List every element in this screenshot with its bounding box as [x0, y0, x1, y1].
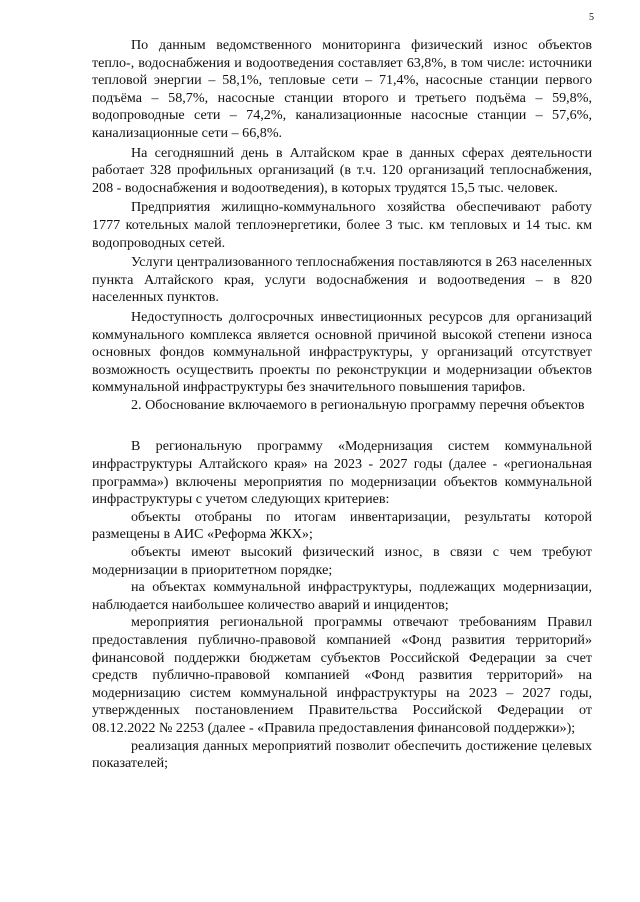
- paragraph-boilers: Предприятия жилищно-коммунального хозяйства обеспечивают работу 1777 котельных малой теплоэнергетики, более 3 тыс. км тепловых и 14 тыс. км водопроводных сетей.: [92, 199, 592, 251]
- criterion-item: объекты имеют высокий физический износ, в связи с чем требуют модернизации в приоритетном порядке;: [92, 544, 592, 578]
- section-heading: 2. Обоснование включаемого в региональную программу перечня объектов: [131, 396, 585, 413]
- criterion-item: объекты отобраны по итогам инвентаризации, результаты которой размещены в АИС «Реформа ЖКХ»;: [92, 508, 592, 543]
- criterion-item: на объектах коммунальной инфраструктуры, подлежащих модернизации, наблюдается наибольшее количество аварий и инцидентов;: [92, 579, 592, 613]
- paragraph-investment: Недоступность долгосрочных инвестиционных ресурсов для организаций коммунального комплекса является основной причиной высокой степени износа основных фондов коммунальной инфраструктуры, у организаций отсутствует возможность осуществить проекты по реконструкции и модернизации объектов коммунальной инфраструктуры без значительного повышения тарифов.: [92, 308, 592, 396]
- document-body: [92, 37, 592, 773]
- paragraph-wear: По данным ведомственного мониторинга физический износ объектов тепло-, водоснабжения и водоотведения составляет 63,8%, в том числе: источники тепловой энергии – 58,1%, тепловые сети – 71,4%, насосные станции первого подъёма – 58,7%, насосные станции второго и третьего подъёма – 59,8%, водопроводные сети – 74,2%, канализационные насосные станции – 57,6%, канализационные сети – 66,8%.: [92, 37, 592, 141]
- criterion-item: мероприятия региональной программы отвечают требованиям Правил предоставления публично-правовой компанией «Фонд развития территорий» финансовой поддержки бюджетам субъектов Российской Федерации за счет средств публично-правовой компанией «Фонд развития территорий» на модернизацию систем коммунальной инфраструктуры на 2023 – 2027 годы, утвержденных постановлением Правительства Российской Федерации от 08.12.2022 № 2253 (далее - «Правила предоставления финансовой поддержки»);: [92, 614, 592, 736]
- paragraph-settlements: Услуги централизованного теплоснабжения поставляются в 263 населенных пункта Алтайского края, услуги водоснабжения и водоотведения – в 820 населенных пунктов.: [92, 254, 592, 306]
- criterion-item: реализация данных мероприятий позволит обеспечить достижение целевых показателей;: [92, 737, 592, 772]
- paragraph-organizations: На сегодняшний день в Алтайском крае в данных сферах деятельности работает 328 профильных организаций (в т.ч. 120 организаций теплоснабжения, 208 - водоснабжения и водоотведения), в которых трудятся 15,5 тыс. человек.: [92, 144, 592, 196]
- paragraph-program-intro: В региональную программу «Модернизация систем коммунальной инфраструктуры Алтайского края» на 2023 - 2027 годы (далее - «региональная программа») включены мероприятия по модернизации объектов коммунальной инфраструктуры с учетом следующих критериев:: [92, 438, 592, 508]
- page-number: 5: [589, 12, 594, 23]
